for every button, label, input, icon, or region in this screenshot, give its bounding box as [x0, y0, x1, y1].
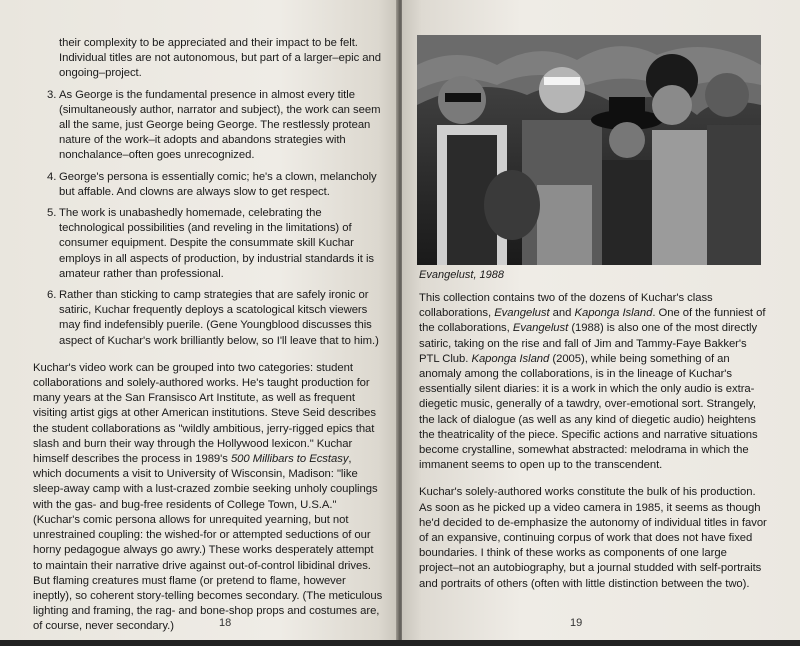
film-still-photo — [417, 35, 761, 265]
caption-title: Evangelust — [419, 269, 474, 281]
list-number: 3. — [47, 88, 57, 101]
list-item — [33, 170, 383, 200]
film-title: Kaponga Island — [574, 307, 653, 320]
numbered-list — [33, 88, 383, 349]
list-item — [33, 88, 383, 164]
list-number: 5. — [47, 207, 57, 220]
film-title: Evangelust — [494, 307, 550, 320]
page-number: 18 — [219, 617, 232, 629]
list-item-text: The work is unabashedly homemade, celebrating the technological possibilities (and reveling in the limitations) of consumer equipment. Despite the consummate skill Kuchar employs in all aspects of production, by industrial standards it is amateur rather than professional. — [59, 207, 375, 280]
list-item-text: As George is the fundamental presence in almost every title (simultaneously author, narrator and subject), the work can seem all the same, just George being George. The restlessly protean nature of the work–it adopts and abandons strategies with nonchalance–often goes unrecognized. — [59, 88, 381, 162]
body-text: , which documents a visit to University of Wisconsin, Madison: "like sleep-away camp with a lust-crazed zombie seeking unholy couplings with the gas- and bug-free residents of College Town, U.S.A." (Kuchar's comic persona allows for unrequited yearning, but not unrestrained coupling: the wished-for or attempted seductions of our horny pedagogue always go awry.) These works desperately attempt to maintain their narrative drive against out-of-control libidinal drives. But flaming creatures must flame (or pretend to flame, however ineptly), so coherent story-telling becomes secondary. (The meticulous lighting and framing, the rag- and bone-shop props and costumes are, of course, never secondary.) — [33, 453, 383, 633]
body-text: and — [549, 307, 575, 320]
left-page — [0, 0, 398, 640]
page-number: 19 — [570, 617, 583, 629]
body-text: . One of the funniest of the collaborations, — [419, 307, 766, 335]
list-item-text: Rather than sticking to camp strategies that are safely ironic or satiric, Kuchar frequently deploys a scatological kitsch viewers may find indefensibly puerile. (Gene Youngblood discusses this aspect of Kuchar's work brilliantly below, so I'll leave that to him.) — [59, 289, 379, 347]
right-page-text — [419, 291, 769, 604]
list-item — [33, 288, 383, 349]
list-item-text: George's persona is essentially comic; he's a clown, melancholy but affable. And clowns are always slow to get respect. — [59, 170, 377, 198]
body-text: (2005), while being something of an anomaly among the collaborations, is in the lineage of Kuchar's essentially silent diaries: it is a work in which the only audio is extra-diegetic music, generally of a tawdry, over-emotional sort. Strangely, the lack of dialogue (as well as any kind of diegetic audio) heightens the theatricality of the piece. Specific actions and narrative situations become crystalline, somewhat abstracted: melodrama in which the immanent seems to open up to the transcendent. — [419, 352, 758, 472]
list-number: 4. — [47, 170, 57, 183]
body-paragraph: Kuchar's solely-authored works constitute the bulk of his production. As soon as he picked up a video camera in 1985, it seems as though he'd decided to de-emphasize the autonomy of individual titles in favor of an expansive, continuing corpus of work that does not have fixed boundaries. I think of these works as components of one large project–not an autobiography, but a journal studded with self-portraits and portraits of others (often with little distinction between the two). — [419, 486, 767, 590]
lead-paragraph: their complexity to be appreciated and their impact to be felt. Individual titles are not autonomous, but part of a larger–epic and ongoing–project. — [59, 37, 381, 80]
film-title: Evangelust — [512, 322, 569, 335]
body-text: (1988) is also one of the most directly satiric, taking on the rise and fall of Jim and Tammy-Faye Bakker's PTL Club. — [419, 322, 758, 365]
photo-caption — [419, 269, 504, 281]
body-paragraph — [419, 291, 769, 473]
film-title: Kaponga Island — [471, 352, 550, 365]
caption-year: , 1988 — [473, 269, 505, 281]
body-paragraph — [33, 361, 383, 635]
list-item — [33, 206, 383, 282]
body-text: Kuchar's video work can be grouped into two categories: student collaborations and solely-authored works. He's taught production for many years at the San Fransisco Art Institute, as well as frequent visiting artist gigs at other American institutions. Steve Seid describes the student collaborations as "wildly ambitious, jerry-rigged epics that slash and burn their way through the Hollywood lexicon." Kuchar himself describes the process in 1989's — [33, 361, 376, 466]
body-text: This collection contains two of the dozens of Kuchar's class collaborations, — [419, 292, 713, 320]
right-page — [402, 0, 800, 640]
film-title: 500 Millibars to Ecstasy — [230, 453, 349, 466]
list-number: 6. — [47, 289, 57, 302]
left-page-text — [33, 36, 383, 646]
